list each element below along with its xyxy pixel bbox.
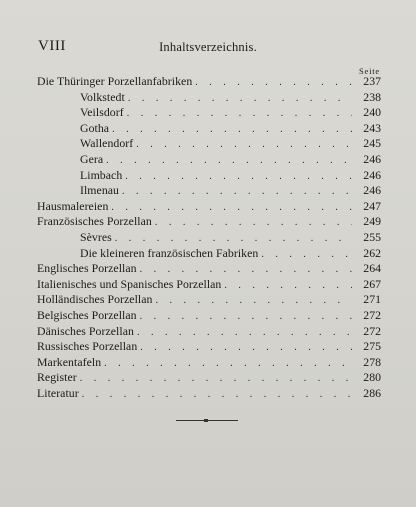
toc-entry-page: 278 [363, 354, 381, 369]
dot-leader [111, 200, 352, 216]
running-title: Inhaltsverzeichnis. [159, 40, 257, 54]
toc-entry-title: Holländisches Porzellan [37, 292, 153, 307]
dot-leader [137, 325, 352, 341]
toc-entry-page: 267 [363, 276, 381, 291]
toc-entry [37, 90, 381, 106]
dot-leader [125, 169, 352, 185]
toc-entry [37, 277, 381, 293]
page-column-label: Seite [359, 66, 380, 76]
toc-entry-title: Russisches Porzellan [37, 339, 138, 354]
dot-leader [127, 106, 352, 122]
toc-entry-page: 280 [363, 370, 381, 385]
toc-entry-title: Volkstedt [80, 89, 125, 104]
toc-entry-page: 246 [363, 183, 381, 198]
toc-entry-title: Gotha [80, 120, 110, 135]
dot-leader [82, 387, 352, 403]
toc-entry-page: 271 [363, 292, 381, 307]
toc-entry [37, 324, 381, 340]
toc-entry-page: 237 [363, 74, 381, 88]
toc-entry-page: 249 [363, 214, 381, 229]
dot-leader [155, 293, 352, 309]
toc-entry-title: Hausmalereien [37, 198, 109, 213]
dot-leader [136, 137, 352, 153]
toc-entry [37, 246, 381, 262]
dot-leader [140, 340, 352, 356]
toc-entry [37, 292, 381, 308]
toc-entry-title: Französisches Porzellan [37, 214, 152, 229]
toc-entry [37, 339, 381, 355]
toc-entry [37, 261, 381, 277]
toc-entry-page: 246 [363, 167, 381, 182]
toc-entry [37, 308, 381, 324]
toc-entry-page: 264 [363, 261, 381, 276]
page-number: VIII [38, 38, 66, 54]
toc-entry [37, 152, 381, 168]
dot-leader [224, 278, 352, 294]
dot-leader [128, 91, 352, 107]
toc-entry [37, 230, 381, 246]
toc-entry-page: 272 [363, 323, 381, 338]
toc-entry [37, 105, 381, 121]
dot-leader [261, 247, 352, 263]
toc-entry-page: 247 [363, 198, 381, 213]
dot-leader [112, 122, 352, 138]
toc-entry-title: Ilmenau [80, 183, 120, 198]
toc-entry [37, 183, 381, 199]
toc-entry-page: 240 [363, 105, 381, 120]
toc-entry [37, 121, 381, 137]
toc-entry [37, 355, 381, 371]
toc-entry [37, 168, 381, 184]
toc-entry-title: Belgisches Porzellan [37, 307, 137, 322]
dot-leader [195, 75, 352, 91]
toc-entry-page: 272 [363, 307, 381, 322]
dot-leader [104, 356, 352, 372]
toc-entry [37, 214, 381, 230]
toc-entry-title: Register [37, 370, 77, 385]
toc-entry-page: 275 [363, 339, 381, 354]
dot-leader [106, 153, 352, 169]
toc-entry-title: Englisches Porzellan [37, 261, 137, 276]
toc-entry [37, 199, 381, 215]
toc-entry-page: 255 [363, 229, 381, 244]
toc-entry [37, 370, 381, 386]
toc-entry [37, 74, 381, 90]
dot-leader [140, 262, 352, 278]
toc-entry-title: Die Thüringer Porzellanfabriken [37, 74, 193, 88]
toc-entry-page: 238 [363, 89, 381, 104]
toc-entry-page: 243 [363, 120, 381, 135]
dot-leader [115, 231, 352, 247]
toc-entry-page: 246 [363, 151, 381, 166]
toc-entry [37, 136, 381, 152]
toc-entry-title: Literatur [37, 385, 79, 400]
table-of-contents [37, 74, 381, 401]
toc-entry-title: Sèvres [80, 229, 112, 244]
toc-entry-title: Veilsdorf [80, 105, 124, 120]
toc-entry-title: Die kleineren französischen Fabriken [80, 245, 259, 260]
toc-entry-title: Italienisches und Spanisches Porzellan [37, 276, 222, 291]
toc-entry-title: Wallendorf [80, 136, 134, 151]
toc-entry-page: 286 [363, 385, 381, 400]
toc-entry-title: Dänisches Porzellan [37, 323, 134, 338]
end-ornament-rule [176, 420, 238, 421]
toc-entry-page: 245 [363, 136, 381, 151]
toc-entry-title: Markentafeln [37, 354, 102, 369]
dot-leader [122, 184, 352, 200]
toc-entry-title: Limbach [80, 167, 123, 182]
dot-leader [155, 215, 352, 231]
toc-entry-title: Gera [80, 151, 104, 166]
toc-entry [37, 386, 381, 402]
dot-leader [140, 309, 352, 325]
toc-entry-page: 262 [363, 245, 381, 260]
dot-leader [80, 371, 352, 387]
